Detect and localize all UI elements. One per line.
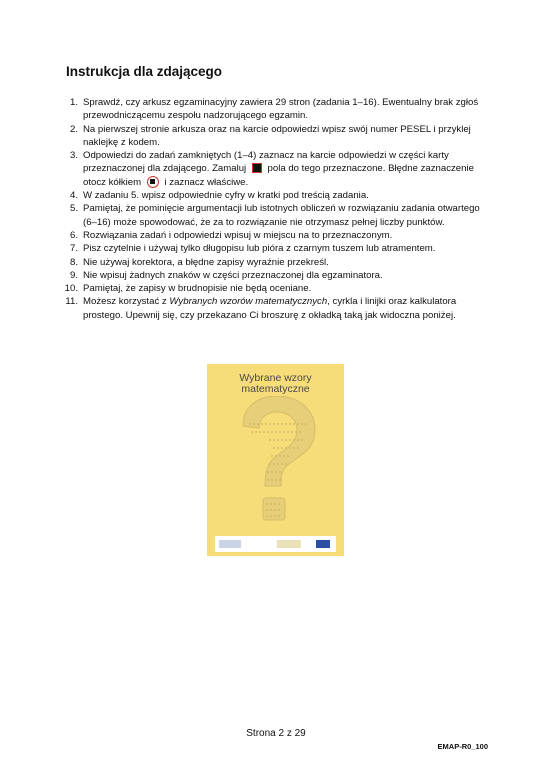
instruction-item [50,256,490,269]
page-number: Strona 2 z 29 [246,728,306,739]
item-text: Pamiętaj, że pominięcie argumentacji lub istotnych obliczeń w rozwiązaniu zadania otwartego (6–16) może spowodować, że za to rozwiązanie nie otrzymasz pełnej liczby punktów. [83,203,480,228]
cover-title-line: matematyczne [241,383,310,395]
instruction-item [50,189,490,202]
item-number: 3. [69,150,78,162]
item-text: Nie używaj korektora, a błędne zapisy wyraźnie przekreśl. [83,256,329,268]
item-text: W zadaniu 5. wpisz odpowiednie cyfry w kratki pod treścią zadania. [83,190,369,202]
circled-mark-icon [147,176,159,188]
instruction-item [50,123,490,150]
item-text-part: pola do tego przeznaczone. Błędne zaznaczenie otocz kółkiem [83,163,474,188]
item-text: Pisz czytelnie i używaj tylko długopisu lub pióra z czarnym tuszem lub atramentem. [83,243,436,255]
formula-booklet-cover [207,364,344,556]
item-text-part: Możesz korzystać z [83,296,167,308]
cke-logo-icon [277,540,301,548]
cover-title-line: Wybrane wzory [239,372,312,384]
item-number: 5. [69,203,78,215]
item-text: Nie wpisuj żadnych znaków w części przeznaczonej dla egzaminatora. [83,269,383,281]
item-number: 2. [69,123,78,135]
exam-code: EMAP-R0_100 [437,742,488,751]
page-title: Instrukcja dla zdającego [66,64,223,79]
instruction-item [50,282,490,295]
item-text: Na pierwszej stronie arkusza oraz na karcie odpowiedzi wpisz swój numer PESEL i przyklej naklejkę z kodem. [83,123,471,148]
item-text: Sprawdź, czy arkusz egzaminacyjny zawiera 29 stron (zadania 1–16). Ewentualny brak zgłoś przewodniczącemu zespołu nadzorującego egzamin. [83,97,479,122]
item-text: Pamiętaj, że zapisy w brudnopisie nie będą oceniane. [83,283,312,295]
item-text-part: , cyrkla i linijki oraz kalkulatora prostego. Upewnij się, czy przekazano Ci broszurę z okładką taką jak widoczna poniżej. [83,296,457,321]
kapital-ludzki-logo-icon [219,540,241,548]
instruction-item [50,242,490,255]
item-number: 7. [69,243,78,255]
item-number: 10. [64,283,78,295]
item-number: 9. [69,269,78,281]
item-text: Rozwiązania zadań i odpowiedzi wpisuj w miejscu na to przeznaczonym. [83,229,393,241]
item-number: 1. [69,97,78,108]
question-mark-icon [229,396,323,528]
cover-footer [215,536,336,552]
instruction-item [50,229,490,242]
instruction-item [50,202,490,229]
item-text-emphasis: Wybranych wzorów matematycznych [169,296,328,308]
instruction-item [50,149,490,189]
item-number: 8. [69,256,78,268]
item-number: 11. [65,296,78,308]
instruction-list [50,96,490,322]
cover-title [207,373,344,395]
item-text-part: Odpowiedzi do zadań zamkniętych (1–4) zaznacz na karcie odpowiedzi w części karty przeznaczonej dla zdającego. Zamaluj [83,150,449,175]
filled-square-icon [252,163,262,173]
instruction-item [50,269,490,282]
item-number: 4. [69,190,78,202]
instruction-item [50,96,490,123]
instruction-item [50,295,490,322]
ue-flag-icon [316,540,330,548]
item-number: 6. [69,229,78,241]
item-text-part: i zaznacz właściwe. [164,176,249,188]
